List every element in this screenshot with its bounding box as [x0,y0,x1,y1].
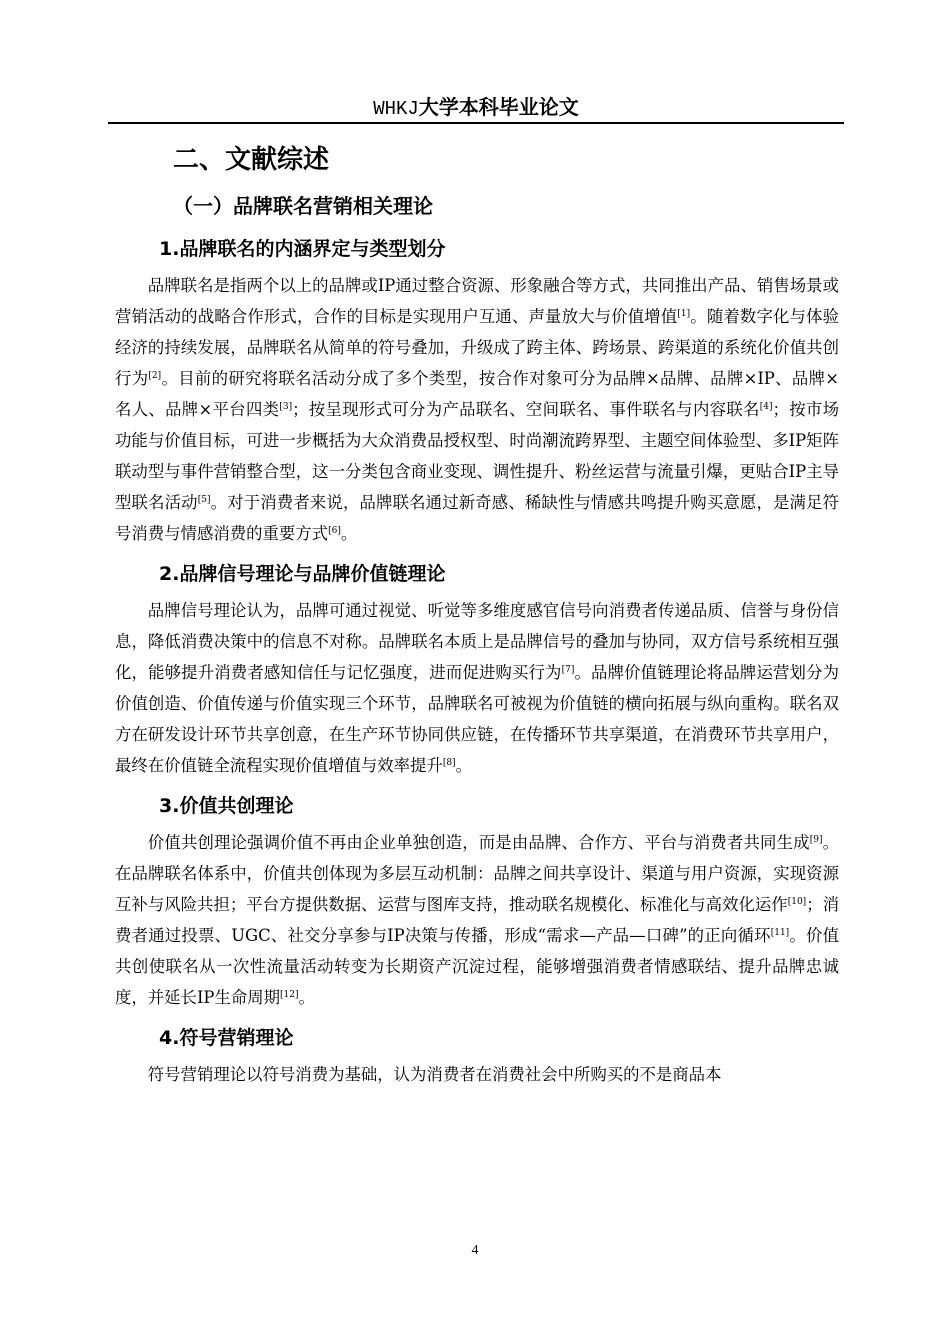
subsection-title-2: 2.品牌信号理论与品牌价值链理论 [159,563,446,585]
text-run: 。价值共创使联名从一次性流量活动转变为长期资产沉淀过程，能够增强消费者情感联结、提升品牌忠诚度，并延长IP生命周期 [115,926,839,1007]
text-run: 。随着数字化与体验经济的持续发展，品牌联名从简单的符号叠加，升级成了跨主体、跨场景、跨渠道的系统化价值共创行为 [115,307,840,388]
text-run: 。品牌价值链理论将品牌运营划分为价值创造、价值传递与价值实现三个环节，品牌联名可被视为价值链的横向拓展与纵向重构。联名双方在研发设计环节共享创意，在生产环节协同供应链，在传播环节共享渠道，在消费环节共享用户，最终在价值链全流程实现价值增值与效率提升 [115,663,840,775]
citation-ref: [6] [328,526,341,536]
paragraph-1 [115,270,839,549]
citation-ref: [1] [677,309,691,319]
subsection-title-3: 3.价值共创理论 [159,795,294,817]
text-run: 。在品牌联名体系中，价值共创体现为多层互动机制：品牌之间共享设计、渠道与用户资源，实现资源互补与风险共担；平台方提供数据、运营与图库支持，推动联名规模化、标准化与高效化运作 [115,833,840,914]
paragraph-3 [115,827,839,1013]
page-body [115,140,839,1100]
citation-ref: [10] [787,897,807,907]
text-run: 。 [340,524,358,543]
text-run: ；按市场功能与价值目标，可进一步概括为大众消费品授权型、时尚潮流跨界型、主题空间体验型、多IP矩阵联动型与事件营销整合型，这一分类包含商业变现、调性提升、粉丝运营与流量引爆，更贴合IP主导型联名活动 [115,400,840,512]
citation-ref: [2] [148,371,162,381]
paragraph-2 [115,595,839,781]
header-title: 大学本科毕业论文 [418,95,579,119]
citation-ref: [9] [809,835,823,845]
citation-ref: [12] [280,990,299,1000]
section-title: （一）品牌联名营销相关理论 [173,194,433,218]
text-run: 。对于消费者来说，品牌联名通过新奇感、稀缺性与情感共鸣提升购买意愿，是满足符号消费与情感消费的重要方式 [115,493,840,543]
text-run: 。目前的研究将联名活动分成了多个类型，按合作对象可分为品牌×品牌、品牌×IP、品牌×名人、品牌×平台四类 [115,369,840,419]
text-run: 品牌联名是指两个以上的品牌或IP通过整合资源、形象融合等方式，共同推出产品、销售场景或营销活动的战略合作形式，合作的目标是实现用户互通、声量放大与价值增值 [115,276,839,326]
text-run: 符号营销理论以符号消费为基础，认为消费者在消费社会中所购买的不是商品本 [147,1065,722,1084]
text-run: 。 [298,988,315,1007]
citation-ref: [5] [197,495,211,505]
text-run: ；按呈现形式可分为产品联名、空间联名、事件联名与内容联名 [292,400,760,419]
header-latin: WHKJ [373,98,419,120]
citation-ref: [4] [759,402,773,412]
citation-ref: [3] [279,402,293,412]
citation-ref: [8] [442,758,456,768]
text-run: 。 [455,756,472,775]
text-run: 品牌信号理论认为，品牌可通过视觉、听觉等多维度感官信号向消费者传递品质、信誉与身份信息，降低消费决策中的信息不对称。品牌联名本质上是品牌信号的叠加与协同，双方信号系统相互强化，能够提升消费者感知信任与记忆强度，进而促进购买行为 [115,601,839,682]
subsection-title-1: 1.品牌联名的内涵界定与类型划分 [159,238,446,260]
subsection-title-4: 4.符号营销理论 [159,1027,294,1049]
text-run: ；消费者通过投票、UGC、社交分享参与IP决策与传播，形成“需求—产品—口碑”的正向循环 [115,895,840,945]
text-run: 价值共创理论强调价值不再由企业单独创造，而是由品牌、合作方、平台与消费者共同生成 [147,833,810,852]
page-number: 4 [471,1243,479,1258]
chapter-title: 二、文献综述 [173,145,330,175]
paragraph-4 [115,1059,839,1090]
citation-ref: [7] [561,665,575,675]
page-header [108,92,844,124]
citation-ref: [11] [770,928,790,938]
